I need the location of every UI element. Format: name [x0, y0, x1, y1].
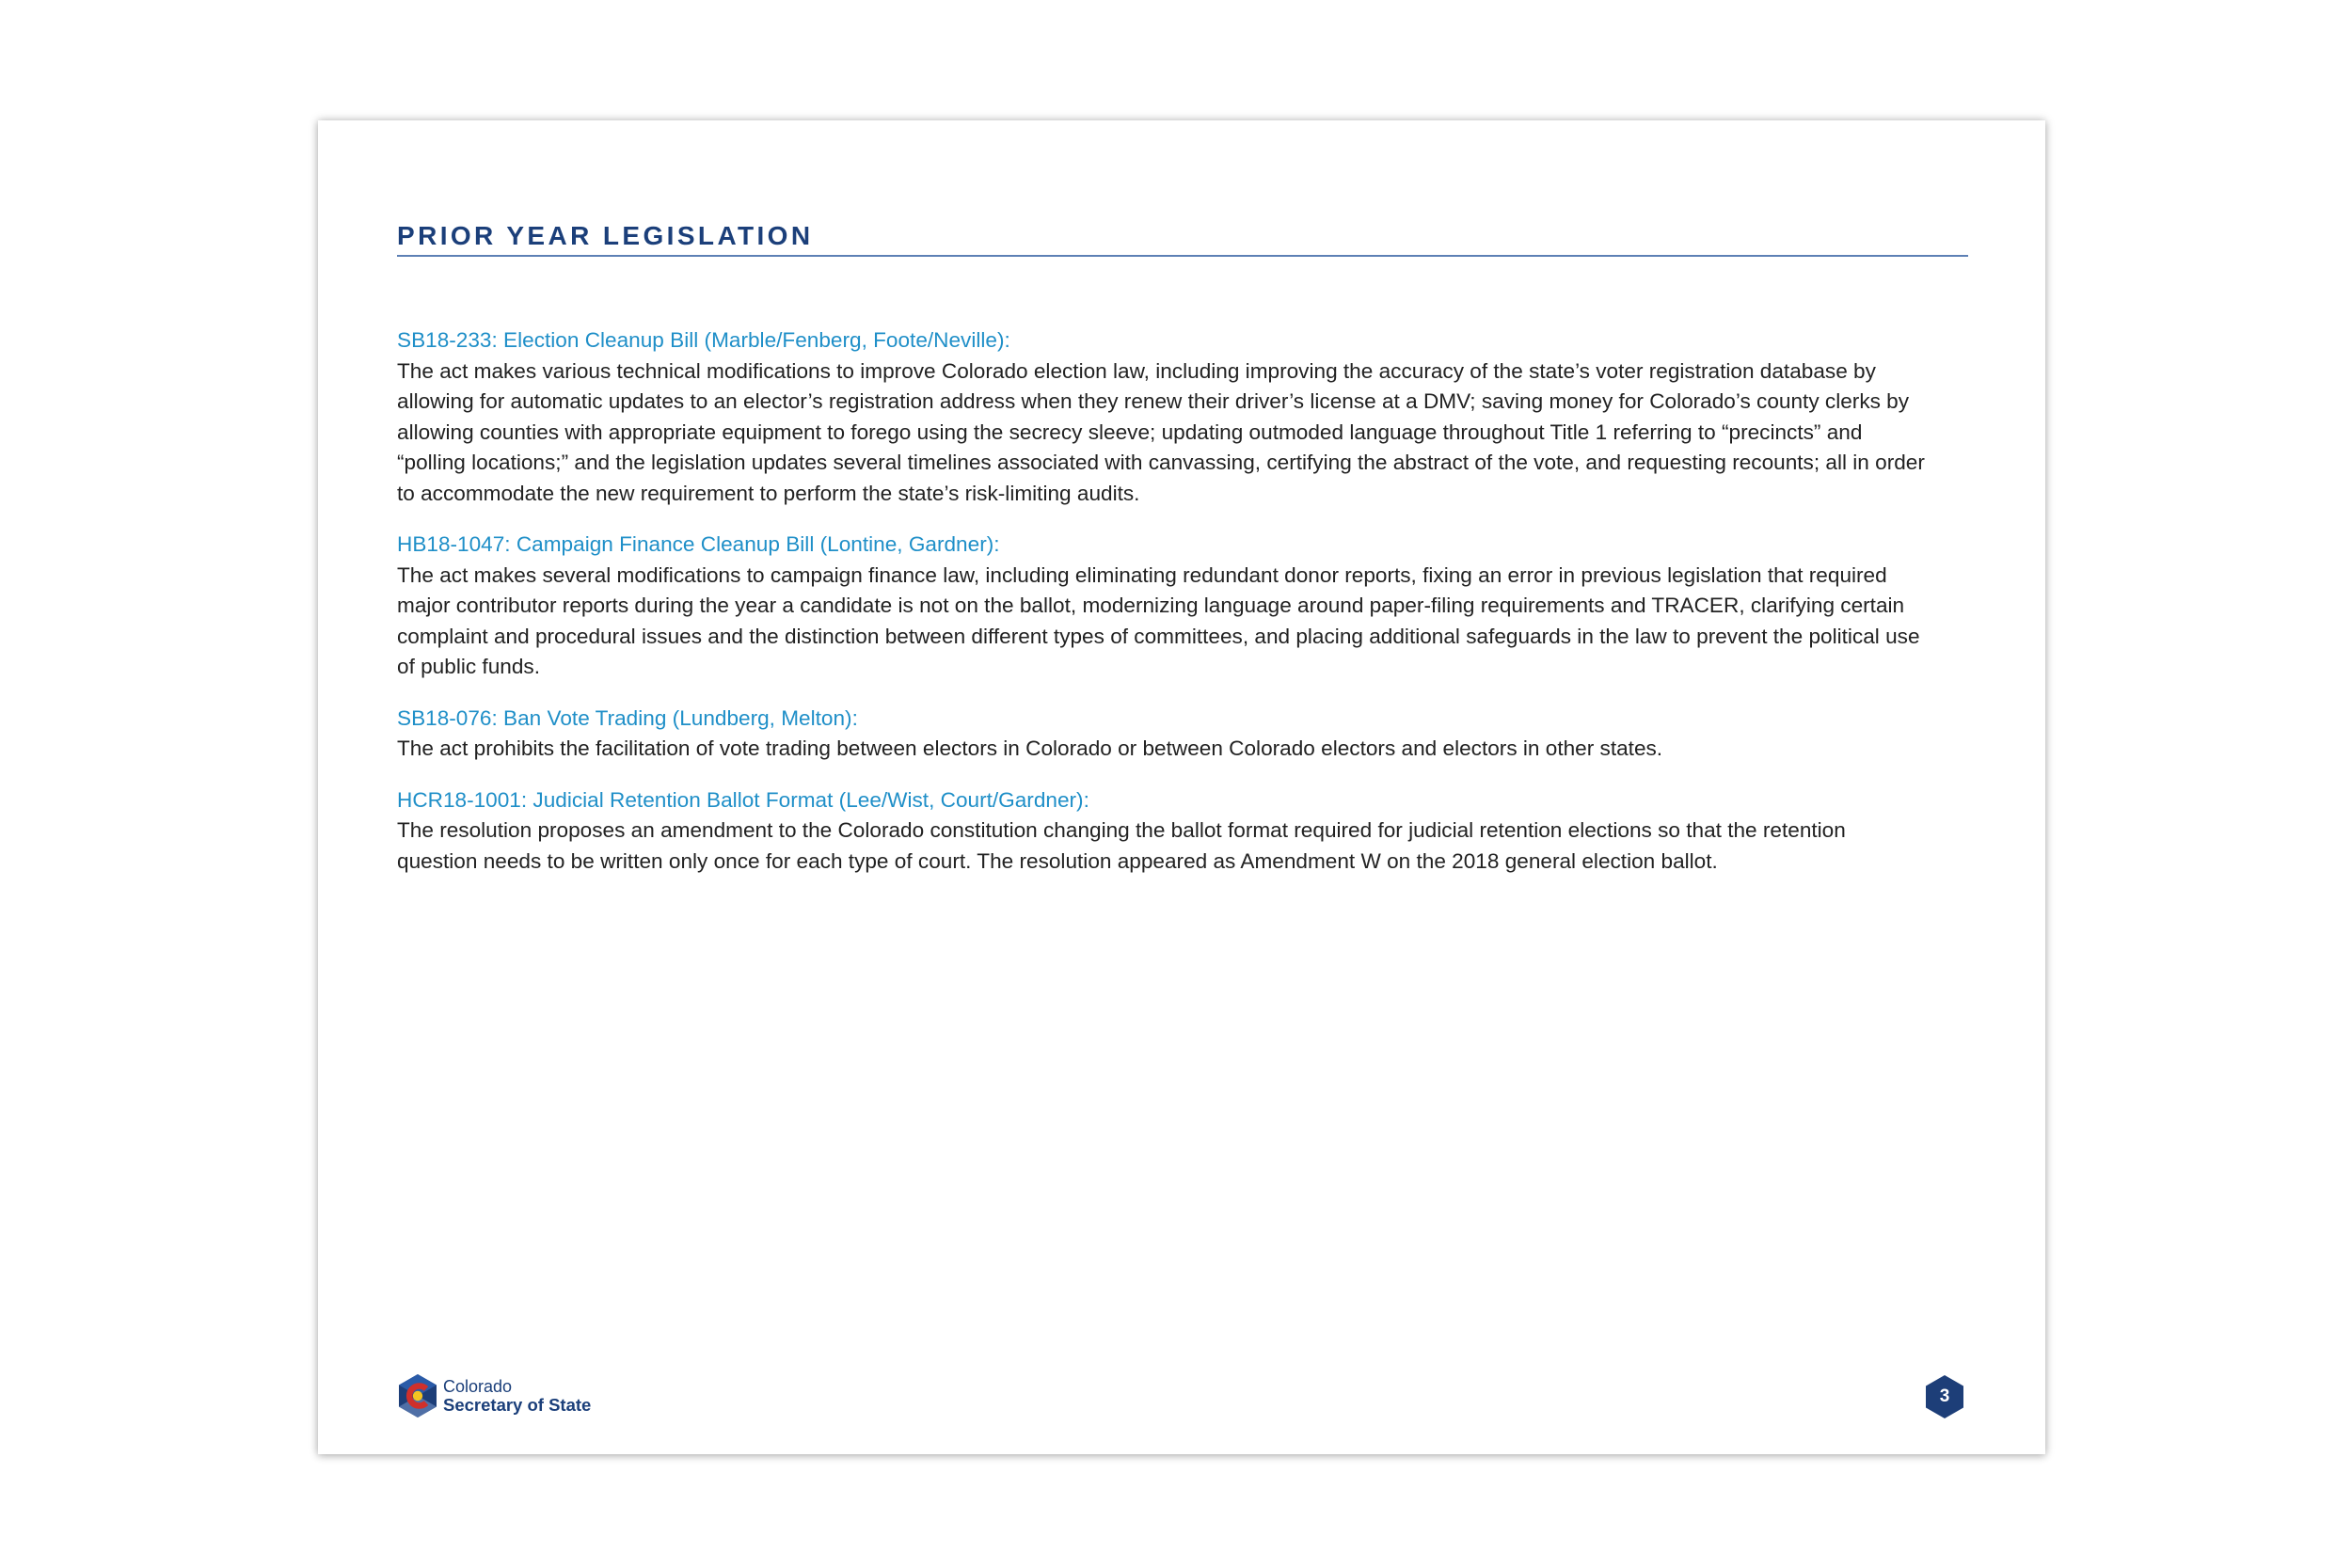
bill-description: The act makes several modifications to campaign finance law, including eliminating redundant donor reports, fixing an error in previous legislation that required major contributor reports during the year a candidate is not on the ballot, modernizing language around paper-filing requirements and TRACER, clarifying certain complaint and procedural issues and the distinction between different types of committees, and placing additional safeguards in the law to prevent the political use of public funds.: [397, 562, 1920, 678]
bill-title: SB18-233: Election Cleanup Bill (Marble/Fenberg, Foote/Neville):: [397, 328, 1010, 352]
bill-title: HB18-1047: Campaign Finance Cleanup Bill (Lontine, Gardner):: [397, 532, 1000, 556]
page-number-badge: [1924, 1374, 1965, 1419]
bill-title: HCR18-1001: Judicial Retention Ballot Format (Lee/Wist, Court/Gardner):: [397, 787, 1089, 812]
bill-title: SB18-076: Ban Vote Trading (Lundberg, Melton):: [397, 705, 858, 730]
document-page: [318, 120, 2045, 1454]
bill-description: The act prohibits the facilitation of vote trading between electors in Colorado or between Colorado electors and electors in other states.: [397, 736, 1663, 760]
bill-entry: [397, 704, 1968, 765]
bill-entry: [397, 785, 1968, 878]
logo-line-colorado: Colorado: [443, 1377, 513, 1396]
logo-line-secretary-of-state: Secretary of State: [443, 1395, 592, 1415]
bill-description: The act makes various technical modifications to improve Colorado election law, including improving the accuracy of the state’s voter registration database by allowing for automatic updates to an elector’s registration address when they renew their driver’s license at a DMV; saving money for Colorado’s county clerks by allowing counties with appropriate equipment to forego using the secrecy sleeve; updating outmoded language throughout Title 1 referring to “precincts” and “polling locations;” and the legislation updates several timelines associated with canvassing, certifying the abstract of the vote, and requesting recounts; all in order to accommodate the new requirement to perform the state’s risk-limiting audits.: [397, 358, 1925, 505]
bill-entry: [397, 530, 1968, 683]
colorado-flag-hexagon-icon: [397, 1373, 438, 1418]
bill-description: The resolution proposes an amendment to the Colorado constitution changing the ballot format required for judicial retention elections so that the retention question needs to be written only once for each type of court. The resolution appeared as Amendment W on the 2018 general election ballot.: [397, 818, 1846, 873]
logo-text: [443, 1378, 591, 1414]
bill-list: [397, 325, 1968, 877]
bill-entry: [397, 325, 1968, 509]
secretary-of-state-logo: [397, 1373, 591, 1418]
page-number: 3: [1939, 1386, 1950, 1406]
section-title: PRIOR YEAR LEGISLATION: [397, 221, 814, 250]
title-underline: [397, 255, 1968, 257]
page-content: [397, 219, 1968, 897]
